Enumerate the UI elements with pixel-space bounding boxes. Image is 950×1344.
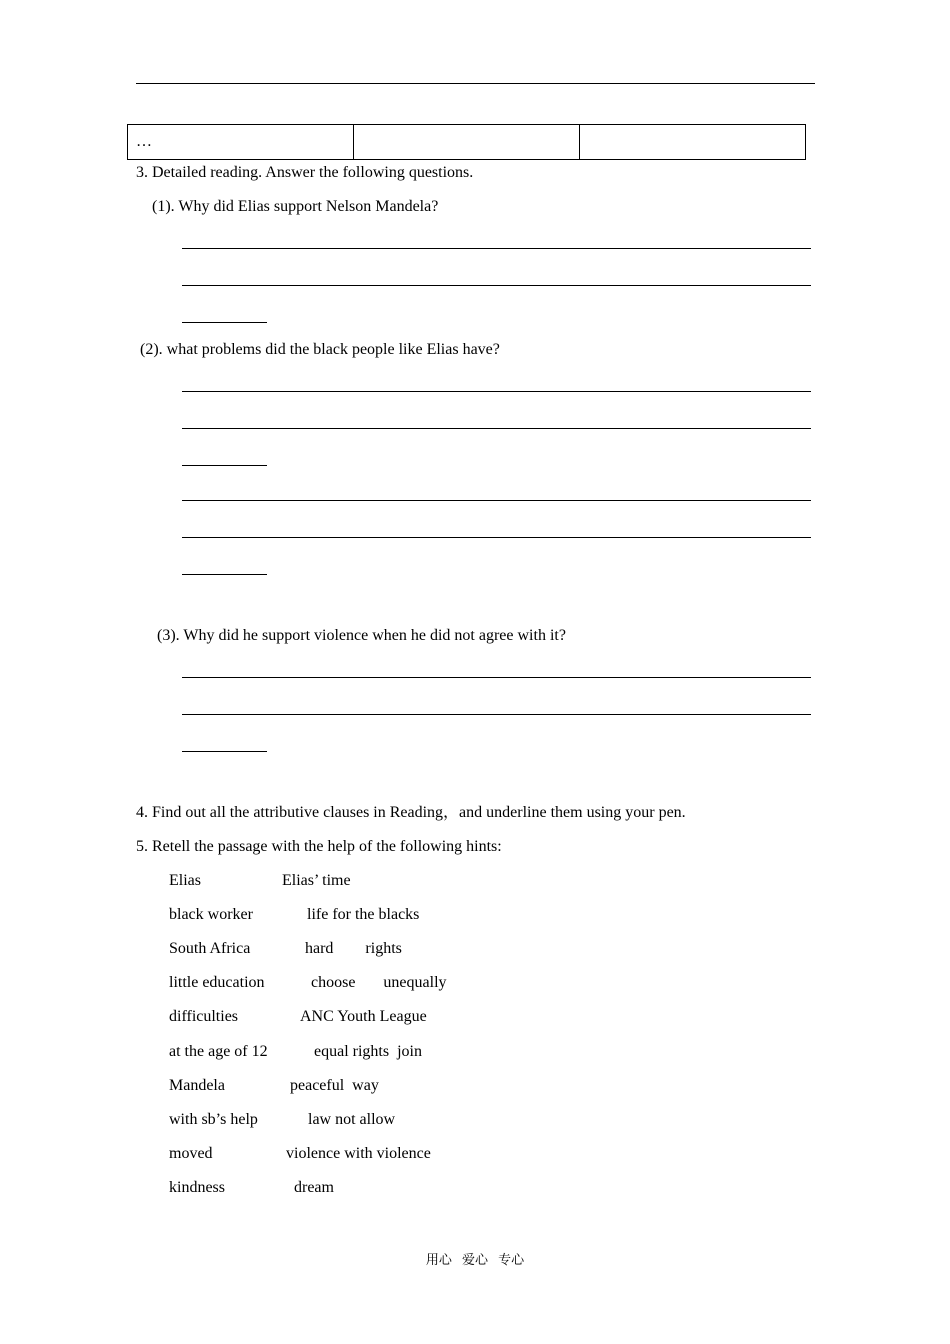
section-5-title: 5. Retell the passage with the help of the following hints: — [136, 838, 502, 855]
hint-left: Mandela — [169, 1077, 225, 1094]
answer-line[interactable] — [182, 500, 811, 501]
hint-right: choose unequally — [311, 974, 447, 991]
table-cell[interactable]: … — [128, 125, 354, 160]
hint-right: dream — [294, 1179, 334, 1196]
answer-line[interactable] — [182, 391, 811, 392]
hint-left: with sb’s help — [169, 1111, 258, 1128]
answer-line[interactable] — [182, 537, 811, 538]
hint-left: black worker — [169, 906, 253, 923]
hint-left: difficulties — [169, 1008, 239, 1025]
hint-left: South Africa — [169, 940, 251, 957]
answer-line[interactable] — [182, 322, 267, 323]
header-rule — [136, 83, 815, 84]
answer-line[interactable] — [182, 285, 811, 286]
answer-line[interactable] — [182, 751, 267, 752]
answer-line[interactable] — [182, 465, 267, 466]
hint-right: violence with violence — [286, 1145, 431, 1162]
question-3: (3). Why did he support violence when he did not agree with it? — [157, 627, 566, 644]
hint-left: little education — [169, 974, 265, 991]
section-3-title: 3. Detailed reading. Answer the following questions. — [136, 164, 474, 181]
hint-right: law not allow — [308, 1111, 396, 1128]
table-cell[interactable] — [354, 125, 580, 160]
hint-left: Elias — [169, 872, 201, 889]
table-cell[interactable] — [580, 125, 806, 160]
hint-left: kindness — [169, 1179, 225, 1196]
hint-left: at the age of 12 — [169, 1043, 268, 1060]
answer-line[interactable] — [182, 714, 811, 715]
answer-line[interactable] — [182, 677, 811, 678]
answer-line[interactable] — [182, 428, 811, 429]
answer-line[interactable] — [182, 248, 811, 249]
hint-right: hard rights — [305, 940, 402, 957]
hint-right: ANC Youth League — [300, 1008, 427, 1025]
hint-right: equal rights join — [314, 1043, 422, 1060]
page-footer: 用心 爱心 专心 — [425, 1253, 525, 1268]
answer-table — [127, 124, 806, 160]
hint-right: peaceful way — [290, 1077, 379, 1094]
question-1: (1). Why did Elias support Nelson Mandela? — [152, 198, 439, 215]
answer-line[interactable] — [182, 574, 267, 575]
hint-right: life for the blacks — [307, 906, 420, 923]
hint-left: moved — [169, 1145, 213, 1162]
question-2: (2). what problems did the black people like Elias have? — [140, 341, 500, 358]
table-row — [128, 125, 806, 160]
hint-right: Elias’ time — [282, 872, 351, 889]
section-4-text: 4. Find out all the attributive clauses in Reading，and underline them using your pen. — [136, 804, 686, 821]
